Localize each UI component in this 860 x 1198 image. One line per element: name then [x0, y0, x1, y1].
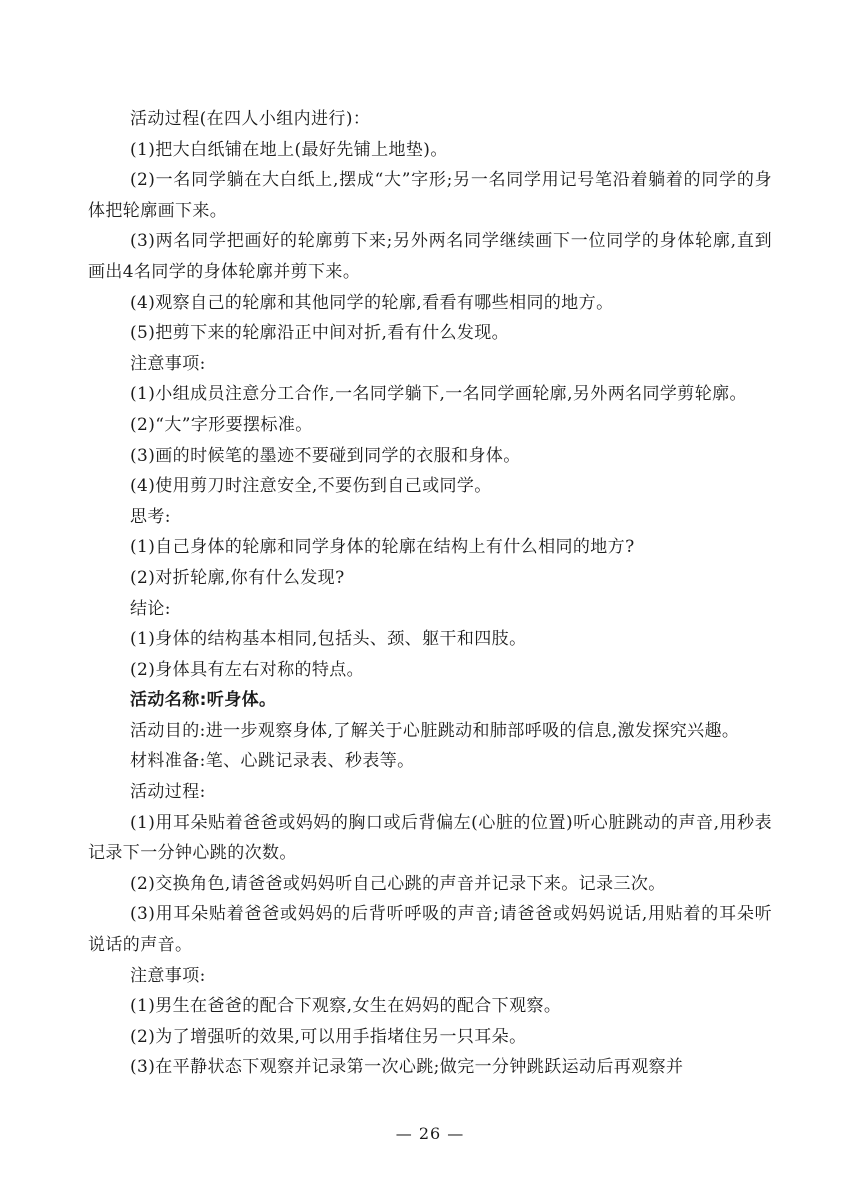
section-heading: 结论:: [130, 598, 171, 619]
section-heading: 注意事项:: [130, 353, 206, 374]
paragraph: (1)小组成员注意分工合作,一名同学躺下,一名同学画轮廓,另外两名同学剪轮廓。: [130, 384, 747, 405]
paragraph: (4)观察自己的轮廓和其他同学的轮廓,看看有哪些相同的地方。: [130, 292, 614, 313]
activity-title: 活动名称:听身体。: [130, 690, 277, 711]
paragraph: (1)用耳朵贴着爸爸或妈妈的胸口或后背偏左(心脏的位置)听心脏跳动的声音,用秒表记录下一分钟心跳的次数。: [88, 812, 772, 864]
paragraph: (2)为了增强听的效果,可以用手指堵住另一只耳朵。: [130, 1026, 527, 1047]
paragraph: (3)在平静状态下观察并记录第一次心跳;做完一分钟跳跃运动后再观察并: [130, 1057, 684, 1078]
paragraph: (3)用耳朵贴着爸爸或妈妈的后背听呼吸的声音;请爸爸或妈妈说话,用贴着的耳朵听说话的声音。: [88, 904, 772, 956]
paragraph: (1)把大白纸铺在地上(最好先铺上地垫)。: [130, 139, 448, 160]
paragraph: (5)把剪下来的轮廓沿正中间对折,看有什么发现。: [130, 323, 510, 344]
paragraph: (1)身体的结构基本相同,包括头、颈、躯干和四肢。: [130, 629, 527, 650]
document-body: [88, 104, 772, 1083]
paragraph: (2)“大”字形要摆标准。: [130, 414, 313, 435]
paragraph: 活动目的:进一步观察身体,了解关于心脏跳动和肺部呼吸的信息,激发探究兴趣。: [130, 720, 740, 741]
paragraph: (3)画的时候笔的墨迹不要碰到同学的衣服和身体。: [130, 445, 521, 466]
paragraph: 活动过程(在四人小组内进行)：: [130, 109, 371, 129]
section-heading: 注意事项:: [130, 965, 206, 986]
paragraph: (1)男生在爸爸的配合下观察,女生在妈妈的配合下观察。: [130, 996, 562, 1017]
paragraph: (2)交换角色,请爸爸或妈妈听自己心跳的声音并记录下来。记录三次。: [130, 873, 666, 894]
paragraph: 材料准备:笔、心跳记录表、秒表等。: [130, 751, 415, 772]
paragraph: (2)对折轮廓,你有什么发现?: [130, 567, 345, 588]
paragraph: (3)两名同学把画好的轮廓剪下来;另外两名同学继续画下一位同学的身体轮廓,直到画出4名同学的身体轮廓并剪下来。: [88, 231, 772, 282]
page-number: — 26 —: [395, 1124, 465, 1143]
section-heading: 活动过程:: [130, 782, 206, 803]
paragraph: (2)一名同学躺在大白纸上,摆成“大”字形;另一名同学用记号笔沿着躺着的同学的身体把轮廓画下来。: [88, 170, 772, 221]
paragraph: (2)身体具有左右对称的特点。: [130, 659, 365, 680]
section-heading: 思考:: [130, 506, 171, 527]
paragraph: (4)使用剪刀时注意安全,不要伤到自己或同学。: [130, 476, 492, 497]
paragraph: (1)自己身体的轮廓和同学身体的轮廓在结构上有什么相同的地方?: [130, 537, 635, 558]
